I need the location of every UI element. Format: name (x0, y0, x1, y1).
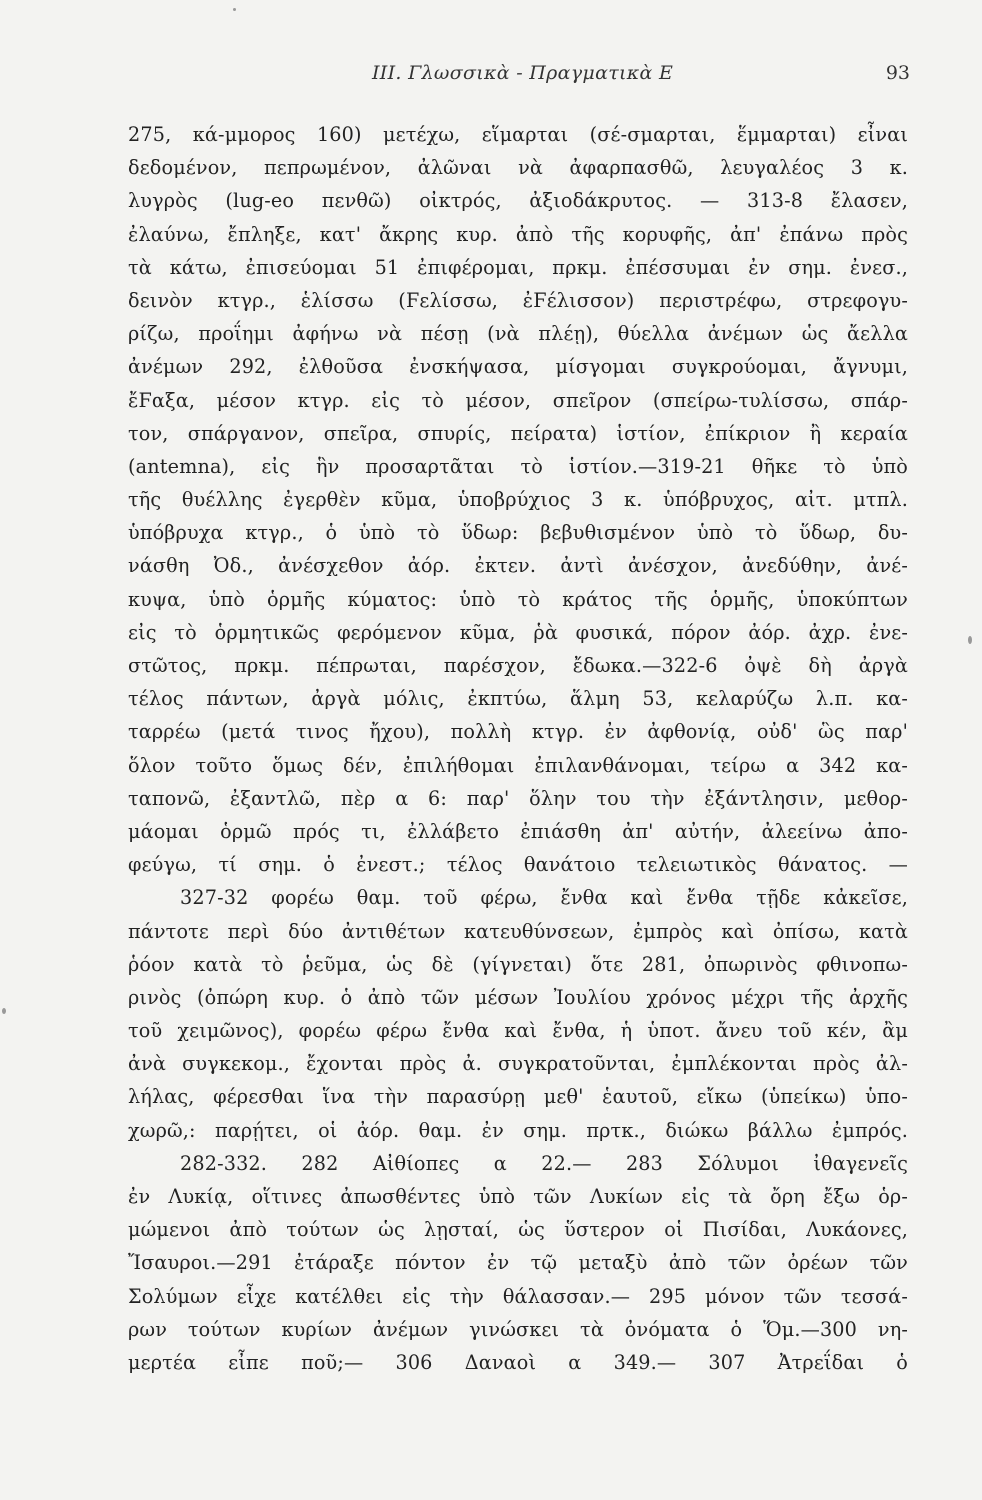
text-line: εἰς τὸ ὁρμητικῶς φερόμενον κῦμα, ῥὰ φυσικά, πόρον ἀόρ. ἀχρ. ἐνε- (128, 620, 908, 644)
text-line: τον, σπάργανον, σπεῖρα, σπυρίς, πείρατα) ἱστίον, ἐπίκριον ἢ κεραία (128, 421, 908, 445)
text-line: ρινὸς (ὀπώρη κυρ. ὁ ἀπὸ τῶν μέσων Ἰουλίου χρόνος μέχρι τῆς ἀρχῆς (128, 985, 908, 1009)
text-line: λήλας, φέρεσθαι ἵνα τὴν παρασύρῃ μεθ' ἑαυτοῦ, εἴκω (ὑπείκω) ὑπο- (128, 1085, 908, 1109)
text-line: ρίζω, προΐημι ἀφήνω νὰ πέσῃ (νὰ πλέῃ), θύελλα ἀνέμων ὡς ἄελλα (128, 322, 908, 346)
page-number: 93 (885, 62, 910, 84)
chapter-title: III. Γλωσσικὰ - Πραγματικὰ Ε (372, 62, 674, 84)
text-line: τέλος πάντων, ἀργὰ μόλις, ἐκπτύω, ἅλμη 53, κελαρύζω λ.π. κα- (128, 687, 908, 711)
text-line: νάσθη Ὀδ., ἀνέσχεθον ἀόρ. ἐκτεν. ἀντὶ ἀνέσχον, ἀνεδύθην, ἀνέ- (128, 554, 908, 578)
text-line: τοῦ χειμῶνος), φορέω φέρω ἔνθα καὶ ἔνθα, ἡ ὑποτ. ἄνευ τοῦ κέν, ἂμ (128, 1019, 908, 1043)
text-line: φεύγω, τί σημ. ὁ ἐνεστ.; τέλος θανάτοιο τελειωτικὸς θάνατος. — (128, 853, 908, 877)
text-line: 275, κά-μμορος 160) μετέχω, εἵμαρται (σέ-σμαρται, ἕμμαρται) εἶναι (128, 123, 908, 146)
running-header (130, 62, 910, 92)
text-line: (antemna), εἰς ἣν προσαρτᾶται τὸ ἱστίον.—319-21 θῆκε τὸ ὑπὸ (128, 454, 908, 478)
commentary-text (128, 118, 908, 1379)
text-line: ἀνὰ συγκεκομ., ἔχονται πρὸς ἀ. συγκρατοῦνται, ἐμπλέκονται πρὸς ἀλ- (128, 1052, 908, 1076)
text-line: τῆς θυέλλης ἐγερθὲν κῦμα, ὑποβρύχιος 3 κ. ὑπόβρυχος, αἰτ. μτπλ. (128, 488, 908, 512)
text-line: πάντοτε περὶ δύο ἀντιθέτων κατευθύνσεων, ἐμπρὸς καὶ ὀπίσω, κατὰ (128, 919, 908, 943)
text-line: κυψα, ὑπὸ ὁρμῆς κύματος: ὑπὸ τὸ κράτος τῆς ὁρμῆς, ὑποκύπτων (128, 587, 908, 611)
text-line: ἐν Λυκίᾳ, οἵτινες ἀπωσθέντες ὑπὸ τῶν Λυκίων εἰς τὰ ὄρη ἔξω ὁρ- (128, 1185, 908, 1208)
text-line: ἔϜαξα, μέσον κτγρ. εἰς τὸ μέσον, σπεῖρον (σπείρω-τυλίσσω, σπάρ- (128, 388, 908, 412)
text-line: στῶτος, πρκμ. πέπρωται, παρέσχον, ἔδωκα.—322-6 ὀψὲ δὴ ἀργὰ (128, 654, 908, 677)
text-line: ταρρέω (μετά τινος ἤχου), πολλὴ κτγρ. ἐν ἀφθονίᾳ, οὐδ' ὣς παρ' (128, 720, 908, 744)
text-line: ρων τούτων κυρίων ἀνέμων γινώσκει τὰ ὀνόματα ὁ Ὅμ.—300 νη- (128, 1317, 908, 1341)
text-line: ὅλον τοῦτο ὅμως δέν, ἐπιλήθομαι ἐπιλανθάνομαι, τείρω α 342 κα- (128, 753, 908, 777)
text-line: δεινὸν κτγρ., ἑλίσσω (Ϝελίσσω, ἐϜέλισσον) περιστρέφω, στρεφογυ- (128, 288, 908, 312)
text-line: ὑπόβρυχα κτγρ., ὁ ὑπὸ τὸ ὕδωρ: βεβυθισμένον ὑπὸ τὸ ὕδωρ, δυ- (128, 521, 908, 545)
text-line: λυγρὸς (lug-eo πενθῶ) οἰκτρός, ἀξιοδάκρυτος. — 313-8 ἔλασεν, (128, 189, 908, 213)
text-line: χωρῶ,: παρῄτει, οἱ ἀόρ. θαμ. ἐν σημ. πρτκ., διώκω βάλλω ἐμπρός. (128, 1118, 908, 1142)
text-line: μερτέα εἶπε ποῦ;— 306 Δαναοὶ α 349.— 307 Ἀτρεΐδαι ὁ (128, 1350, 908, 1374)
text-line: δεδομένον, πεπρωμένον, ἀλῶναι νὰ ἀφαρπασθῶ, λευγαλέος 3 κ. (128, 156, 908, 180)
text-line: 282-332. 282 Αἰθίοπες α 22.— 283 Σόλυμοι ἰθαγενεῖς (180, 1151, 908, 1175)
text-line: Σολύμων εἶχε κατέλθει εἰς τὴν θάλασσαν.— 295 μόνον τῶν τεσσά- (128, 1284, 908, 1308)
text-line: ἀνέμων 292, ἐλθοῦσα ἐνσκήψασα, μίσγομαι συγκρούομαι, ἄγνυμι, (128, 355, 908, 379)
text-line: μάομαι ὁρμῶ πρός τι, ἐλλάβετο ἐπιάσθη ἀπ' αὐτήν, ἀλεείνω ἀπο- (128, 819, 908, 843)
paper-speck (968, 636, 972, 644)
paper-speck (2, 1008, 6, 1014)
paper-speck (233, 8, 236, 11)
text-line: μώμενοι ἀπὸ τούτων ὡς λῃσταί, ὡς ὕστερον οἱ Πισίδαι, Λυκάονες, (128, 1218, 908, 1242)
text-line: ταπονῶ, ἐξαντλῶ, πὲρ α 6: παρ' ὅλην του τὴν ἐξάντλησιν, μεθορ- (128, 786, 908, 810)
text-line: τὰ κάτω, ἐπισεύομαι 51 ἐπιφέρομαι, πρκμ. ἐπέσσυμαι ἐν σημ. ἐνεσ., (128, 255, 908, 279)
text-line: ῥόον κατὰ τὸ ῥεῦμα, ὡς δὲ (γίγνεται) ὅτε 281, ὀπωρινὸς φθινοπω- (128, 952, 908, 976)
text-line: Ἴσαυροι.—291 ἐτάραξε πόντον ἐν τῷ μεταξὺ ἀπὸ τῶν ὀρέων τῶν (128, 1251, 908, 1275)
text-line: ἐλαύνω, ἔπληξε, κατ' ἄκρης κυρ. ἀπὸ τῆς κορυφῆς, ἀπ' ἐπάνω πρὸς (128, 222, 908, 246)
text-line: 327-32 φορέω θαμ. τοῦ φέρω, ἔνθα καὶ ἔνθα τῇδε κἀκεῖσε, (180, 886, 908, 910)
